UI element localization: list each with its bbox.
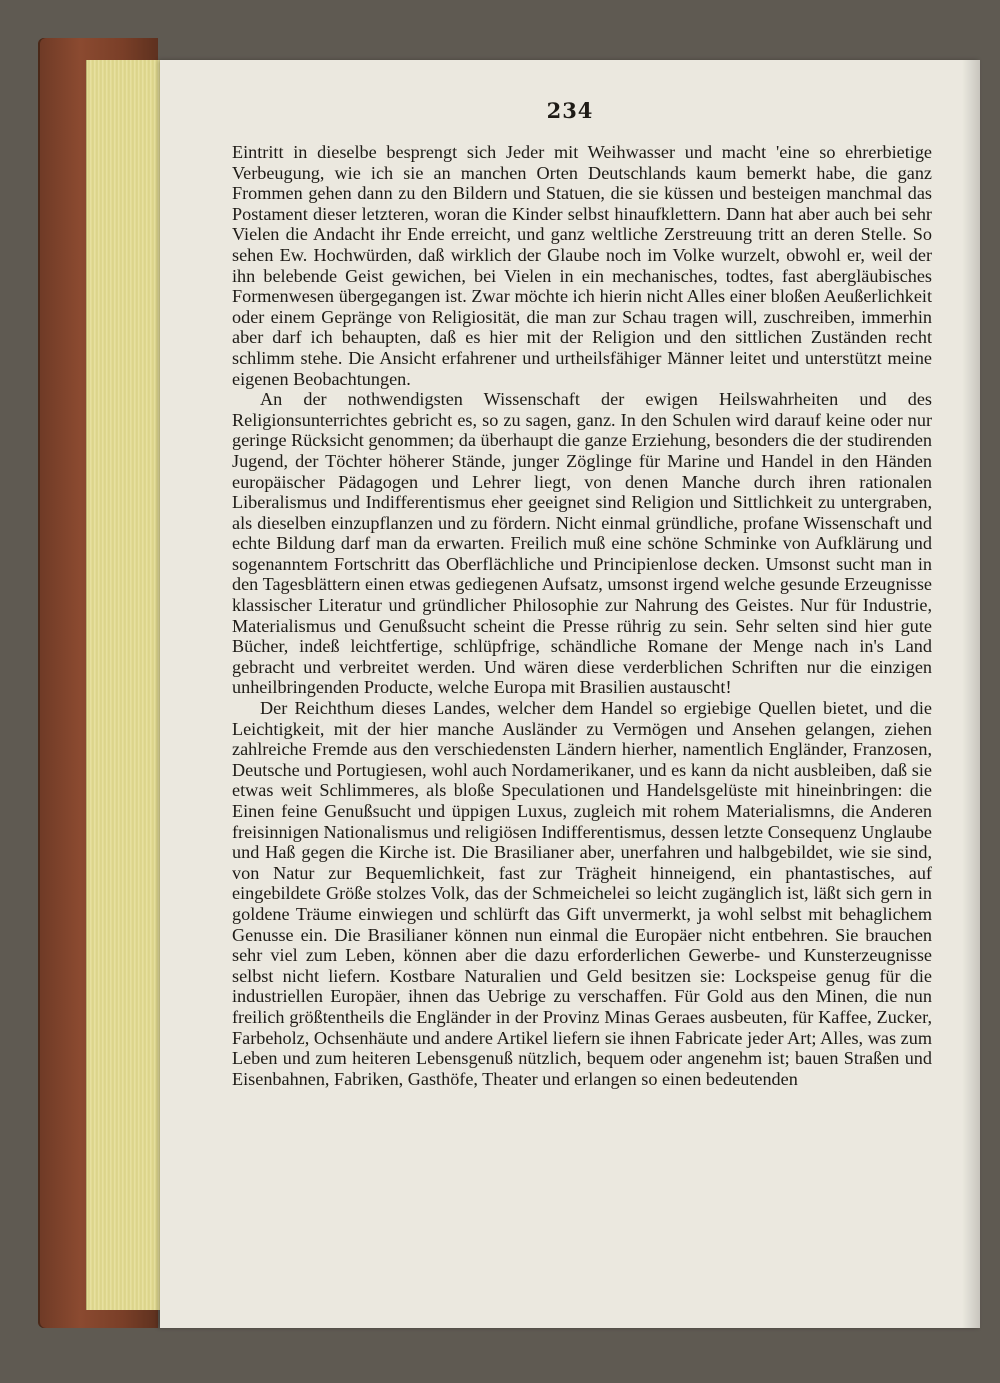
page-text: [232, 142, 932, 1089]
paragraph-3: Der Reichthum dieses Landes, welcher dem Handel so ergiebige Quellen bietet, und die Leichtigkeit, mit der hier manche Ausländer zu Vermögen und Ansehen gelangen, ziehen zahlreiche Fremde aus den verschiedensten Ländern hierher, namentlich Engländer, Franzosen, Deutsche und Portugiesen, wohl auch Nordamerikaner, und es kann da nicht ausbleiben, daß sie etwas weit Schlimmeres, als bloße Speculationen und Handelsgelüste mit hineinbringen: die Einen feine Genußsucht und üppigen Luxus, zugleich mit rohem Materialismns, die Anderen freisinnigen Nationalismus und religiösen Indifferentismus, dessen letzte Consequenz Unglaube und Haß gegen die Kirche ist. Die Brasilianer aber, unerfahren und halbgebildet, wie sie sind, von Natur zur Bequemlichkeit, fast zur Trägheit hinneigend, ein phantastisches, auf eingebildete Größe stolzes Volk, das der Schmeichelei so leicht zugänglich ist, läßt sich gern in goldene Träume einwiegen und schlürft das Gift unvermerkt, ja wohl selbst mit behaglichem Genusse ein. Die Brasilianer können nun einmal die Europäer nicht entbehren. Sie brauchen sehr viel zum Leben, können aber die dazu erforderlichen Gewerbe- und Kunsterzeugnisse selbst nicht liefern. Kostbare Naturalien und Geld besitzen sie: Lockspeise genug für die industriellen Europäer, ihnen das Uebrige zu verschaffen. Für Gold aus den Minen, die nun freilich größtentheils die Engländer in der Provinz Minas Geraes ausbeuten, für Kaffee, Zucker, Farbeholz, Ochsenhäute und andere Artikel liefern sie ihnen Fabricate jeder Art; Alles, was zum Leben und zum heiteren Lebensgenuß nützlich, bequem oder angenehm ist; bauen Straßen und Eisenbahnen, Fabriken, Gasthöfe, Theater und erlangen so einen bedeutenden: [232, 698, 932, 1089]
paragraph-1: Eintritt in dieselbe besprengt sich Jeder mit Weihwasser und macht 'eine so ehrerbietige Verbeugung, wie ich sie an manchen Orten Deutschlands kaum bemerkt habe, die ganz Frommen gehen dann zu den Bildern und Statuen, die sie küssen und besteigen manchmal das Postament dieser letzteren, woran die Kinder selbst hinaufklettern. Dann hat aber auch bei sehr Vielen die Andacht ihr Ende erreicht, und ganz weltliche Zerstreuung tritt an deren Stelle. So sehen Ew. Hochwürden, daß wirklich der Glaube noch im Volke wurzelt, obwohl er, weil der ihn belebende Geist gewichen, bei Vielen in ein mechanisches, todtes, fast abergläubisches Formenwesen übergegangen ist. Zwar möchte ich hierin nicht Alles einer bloßen Aeußerlichkeit oder einem Gepränge von Religiosität, die man zur Schau tragen will, zuschreiben, immerhin aber darf ich behaupten, daß es hier mit der Religion und den sittlichen Zuständen recht schlimm stehe. Die Ansicht erfahrener und urtheilsfähiger Männer leitet und unterstützt meine eigenen Beobachtungen.: [232, 142, 932, 389]
page-number: 234: [546, 98, 594, 123]
page-edges: [86, 60, 167, 1310]
book-page: [160, 60, 980, 1328]
page-gutter-shadow: [962, 60, 980, 1328]
paragraph-2: An der nothwendigsten Wissenschaft der ewigen Heilswahrheiten und des Religionsunterrichtes gebricht es, so zu sagen, ganz. In den Schulen wird darauf keine oder nur geringe Rücksicht genommen; da überhaupt die ganze Erziehung, besonders die der studirenden Jugend, der Töchter höherer Stände, junger Zöglinge für Marine und Handel in den Händen europäischer Pädagogen und Lehrer liegt, von denen Manche durch ihren rationalen Liberalismus und Indifferentismus eher geeignet sind Religion und Sittlichkeit zu untergraben, als dieselben einzupflanzen und zu fördern. Nicht einmal gründliche, profane Wissenschaft und echte Bildung darf man da erwarten. Freilich muß eine schöne Schminke von Aufklärung und sogenanntem Fortschritt das Oberflächliche und Principienlose decken. Umsonst sucht man in den Tagesblättern einen etwas gediegenen Aufsatz, umsonst irgend welche gesunde Erzeugnisse klassischer Literatur und gründlicher Philosophie zur Nahrung des Geistes. Nur für Industrie, Materialismus und Genußsucht scheint die Presse rührig zu sein. Sehr selten sind hier gute Bücher, indeß leichtfertige, schlüpfrige, schändliche Romane der Menge nach in's Land gebracht und verbreitet werden. Und wären diese verderblichen Schriften nur die einzigen unheilbringenden Producte, welche Europa mit Brasilien austauscht!: [232, 389, 932, 698]
